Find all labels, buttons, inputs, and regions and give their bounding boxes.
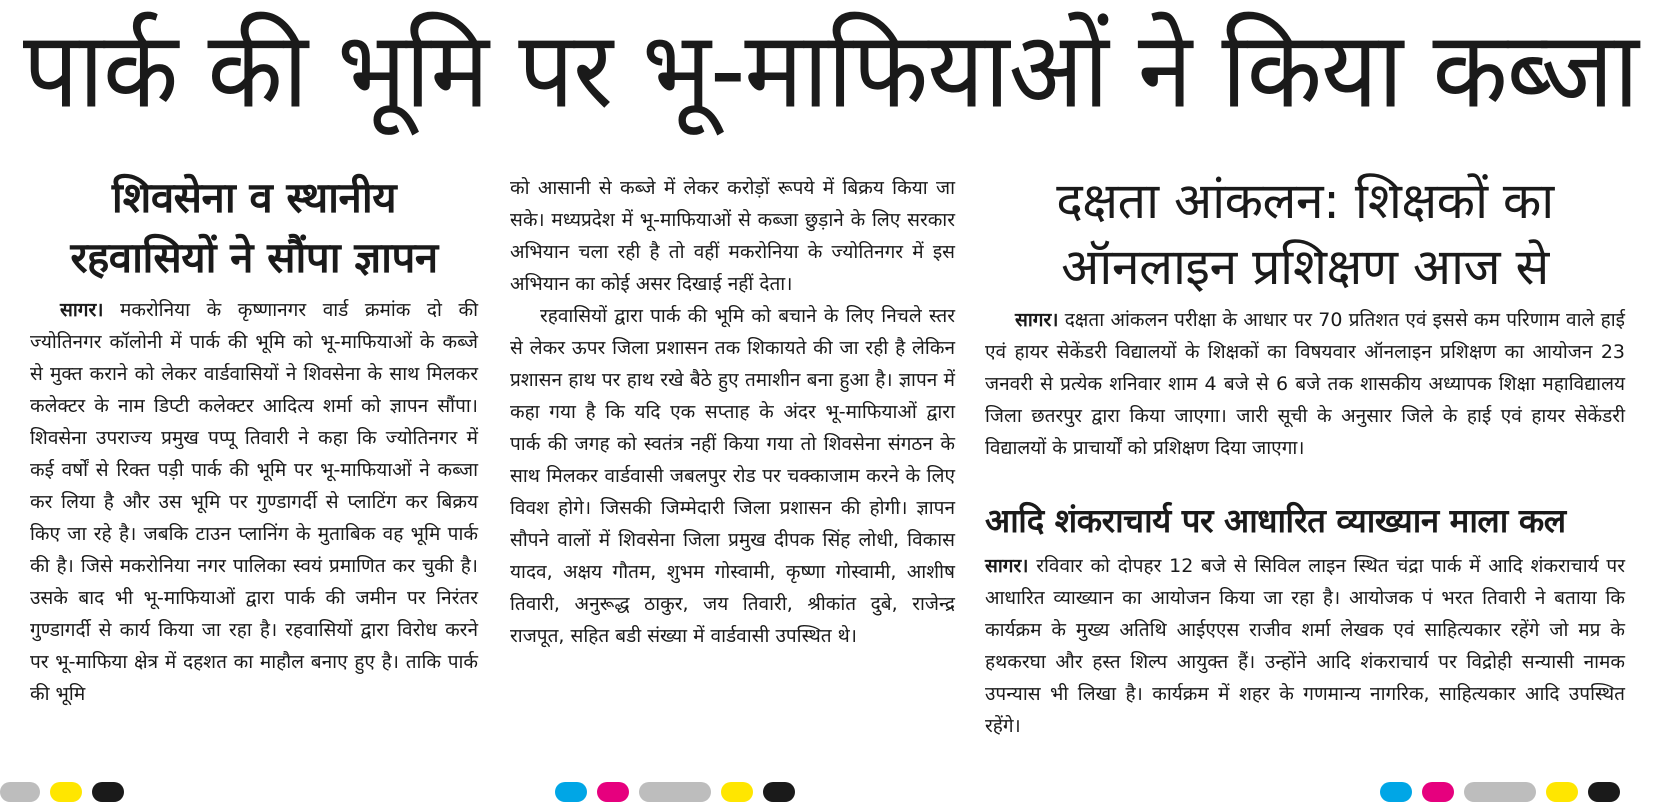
article-training-text: दक्षता आंकलन परीक्षा के आधार पर 70 प्रतिशत एवं इससे कम परिणाम वाले हाई एवं हायर सेकेंडरी विद्यालयों के शिक्षकों का विषयवार ऑनलाइन प्रशिक्षण का आयोजन 23 जनवरी से प्रत्येक शनिवार शाम 4 बजे से 6 बजे तक शासकीय अध्यापक शिक्षा महाविद्यालय जिला छतरपुर द्वारा किया जाएगा। जारी सूची के अनुसार जिले के हाई एवं हायर सेकेंडरी विद्यालयों के प्राचार्यों को प्रशिक्षण दिया जाएगा। xyxy=(985,309,1625,459)
article-shivsena-title-line2: रहवासियों ने सौंपा ज्ञापन xyxy=(70,233,438,282)
gray-swatch xyxy=(1464,782,1536,802)
article-training-title-line1: दक्षता आंकलन: शिक्षकों का xyxy=(1056,172,1554,230)
gray-swatch xyxy=(0,782,40,802)
magenta-swatch xyxy=(1422,782,1454,802)
dateline-place: सागर। xyxy=(985,555,1029,577)
article-shivsena-title xyxy=(30,168,478,288)
black-swatch xyxy=(92,782,124,802)
magenta-swatch xyxy=(597,782,629,802)
article-shivsena-continued xyxy=(510,172,955,652)
article-training-body xyxy=(985,304,1625,464)
black-swatch xyxy=(763,782,795,802)
article-lecture-body xyxy=(985,550,1625,742)
right-column xyxy=(985,168,1625,742)
yellow-swatch xyxy=(50,782,82,802)
article-shivsena-title-line1: शिवसेना व स्थानीय xyxy=(111,173,397,222)
yellow-swatch xyxy=(721,782,753,802)
dateline-place: सागर। xyxy=(1015,309,1059,331)
article-lecture-title: आदि शंकराचार्य पर आधारित व्याख्यान माला कल xyxy=(985,501,1566,540)
page-headline: पार्क की भूमि पर भू-माफियाओं ने किया कब्जा xyxy=(22,9,1638,133)
yellow-swatch xyxy=(1546,782,1578,802)
registration-marks-center xyxy=(555,782,795,802)
black-swatch xyxy=(1588,782,1620,802)
gray-swatch xyxy=(639,782,711,802)
cyan-swatch xyxy=(555,782,587,802)
dateline-place: सागर। xyxy=(60,299,104,321)
article-shivsena-para2: को आसानी से कब्जे में लेकर करोड़ों रूपये में बिक्रय किया जा सके। मध्यप्रदेश में भू-माफियाओं से कब्जा छुड़ाने के लिए सरकार अभियान चला रही है तो वहीं मकरोनिया के ज्योतिनगर में इस अभियान का कोई असर दिखाई नहीं देता। xyxy=(510,177,955,295)
article-lecture-text: रविवार को दोपहर 12 बजे से सिविल लाइन स्थित चंद्रा पार्क में आदि शंकराचार्य पर आधारित व्याख्यान का आयोजन किया जा रहा है। आयोजक पं भरत तिवारी ने बताया कि कार्यक्रम के मुख्य अतिथि आईएएस राजीव शर्मा लेखक एवं साहित्यकार रहेंगे जो मप्र के हथकरघा और हस्त शिल्प आयुक्त हैं। उन्होंने आदि शंकराचार्य पर विद्रोही सन्यासी नामक उपन्यास भी लिखा है। कार्यक्रम में शहर के गणमान्य नागरिक, साहित्यकार आदि उपस्थित रहेंगे। xyxy=(985,555,1625,737)
registration-marks-right xyxy=(1380,782,1620,802)
article-training-title xyxy=(985,168,1625,300)
registration-marks-left xyxy=(0,782,124,802)
cyan-swatch xyxy=(1380,782,1412,802)
article-shivsena-para1 xyxy=(30,294,478,710)
article-shivsena xyxy=(30,168,478,710)
article-training-title-line2: ऑनलाइन प्रशिक्षण आज से xyxy=(1061,238,1549,296)
article-shivsena-para1-text: मकरोनिया के कृष्णानगर वार्ड क्रमांक दो की ज्योतिनगर कॉलोनी में पार्क की भूमि को भू-माफियाओं के कब्जे से मुक्त कराने को लेकर वार्डवासियों ने शिवसेना के साथ मिलकर कलेक्टर के नाम डिप्टी कलेक्टर आदित्य शर्मा को ज्ञापन सौंपा। शिवसेना उपराज्य प्रमुख पप्पू तिवारी ने कहा कि ज्योतिनगर में कई वर्षों से रिक्त पड़ी पार्क की भूमि पर भू-माफियाओं ने कब्जा कर लिया है और उस भूमि पर गुण्डागर्दी से प्लाटिंग कर बिक्रय किए जा रहे है। जबकि टाउन प्लानिंग के मुताबिक वह भूमि पार्क की है। जिसे मकरोनिया नगर पालिका स्वयं प्रमाणित कर चुकी है। उसके बाद भी भू-माफियाओं द्वारा पार्क की जमीन पर निरंतर गुण्डागर्दी से कार्य किया जा रहा है। रहवासियों द्वारा विरोध करने पर भू-माफिया क्षेत्र में दहशत का माहौल बनाए हुए है। ताकि पार्क की भूमि xyxy=(30,299,478,705)
article-shivsena-para3: रहवासियों द्वारा पार्क की भूमि को बचाने के लिए निचले स्तर से लेकर ऊपर जिला प्रशासन तक शिकायते की जा रही है लेकिन प्रशासन हाथ पर हाथ रखे बैठे हुए तमाशीन बना हुआ है। ज्ञापन में कहा गया है कि यदि एक सप्ताह के अंदर भू-माफियाओं द्वारा पार्क की जगह को स्वतंत्र नहीं किया गया तो शिवसेना संगठन के साथ मिलकर वार्डवासी जबलपुर रोड पर चक्काजाम करने के लिए विवश होगे। जिसकी जिम्मेदारी जिला प्रशासन की होगी। ज्ञापन सौपने वालों में शिवसेना जिला प्रमुख दीपक सिंह लोधी, विकास यादव, अक्षय गौतम, शुभम गोस्वामी, कृष्णा गोस्वामी, आशीष तिवारी, अनुरूद्ध ठाकुर, जय तिवारी, श्रीकांत दुबे, राजेन्द्र राजपूत, सहित बडी संख्या में वार्डवासी उपस्थित थे। xyxy=(510,305,955,647)
